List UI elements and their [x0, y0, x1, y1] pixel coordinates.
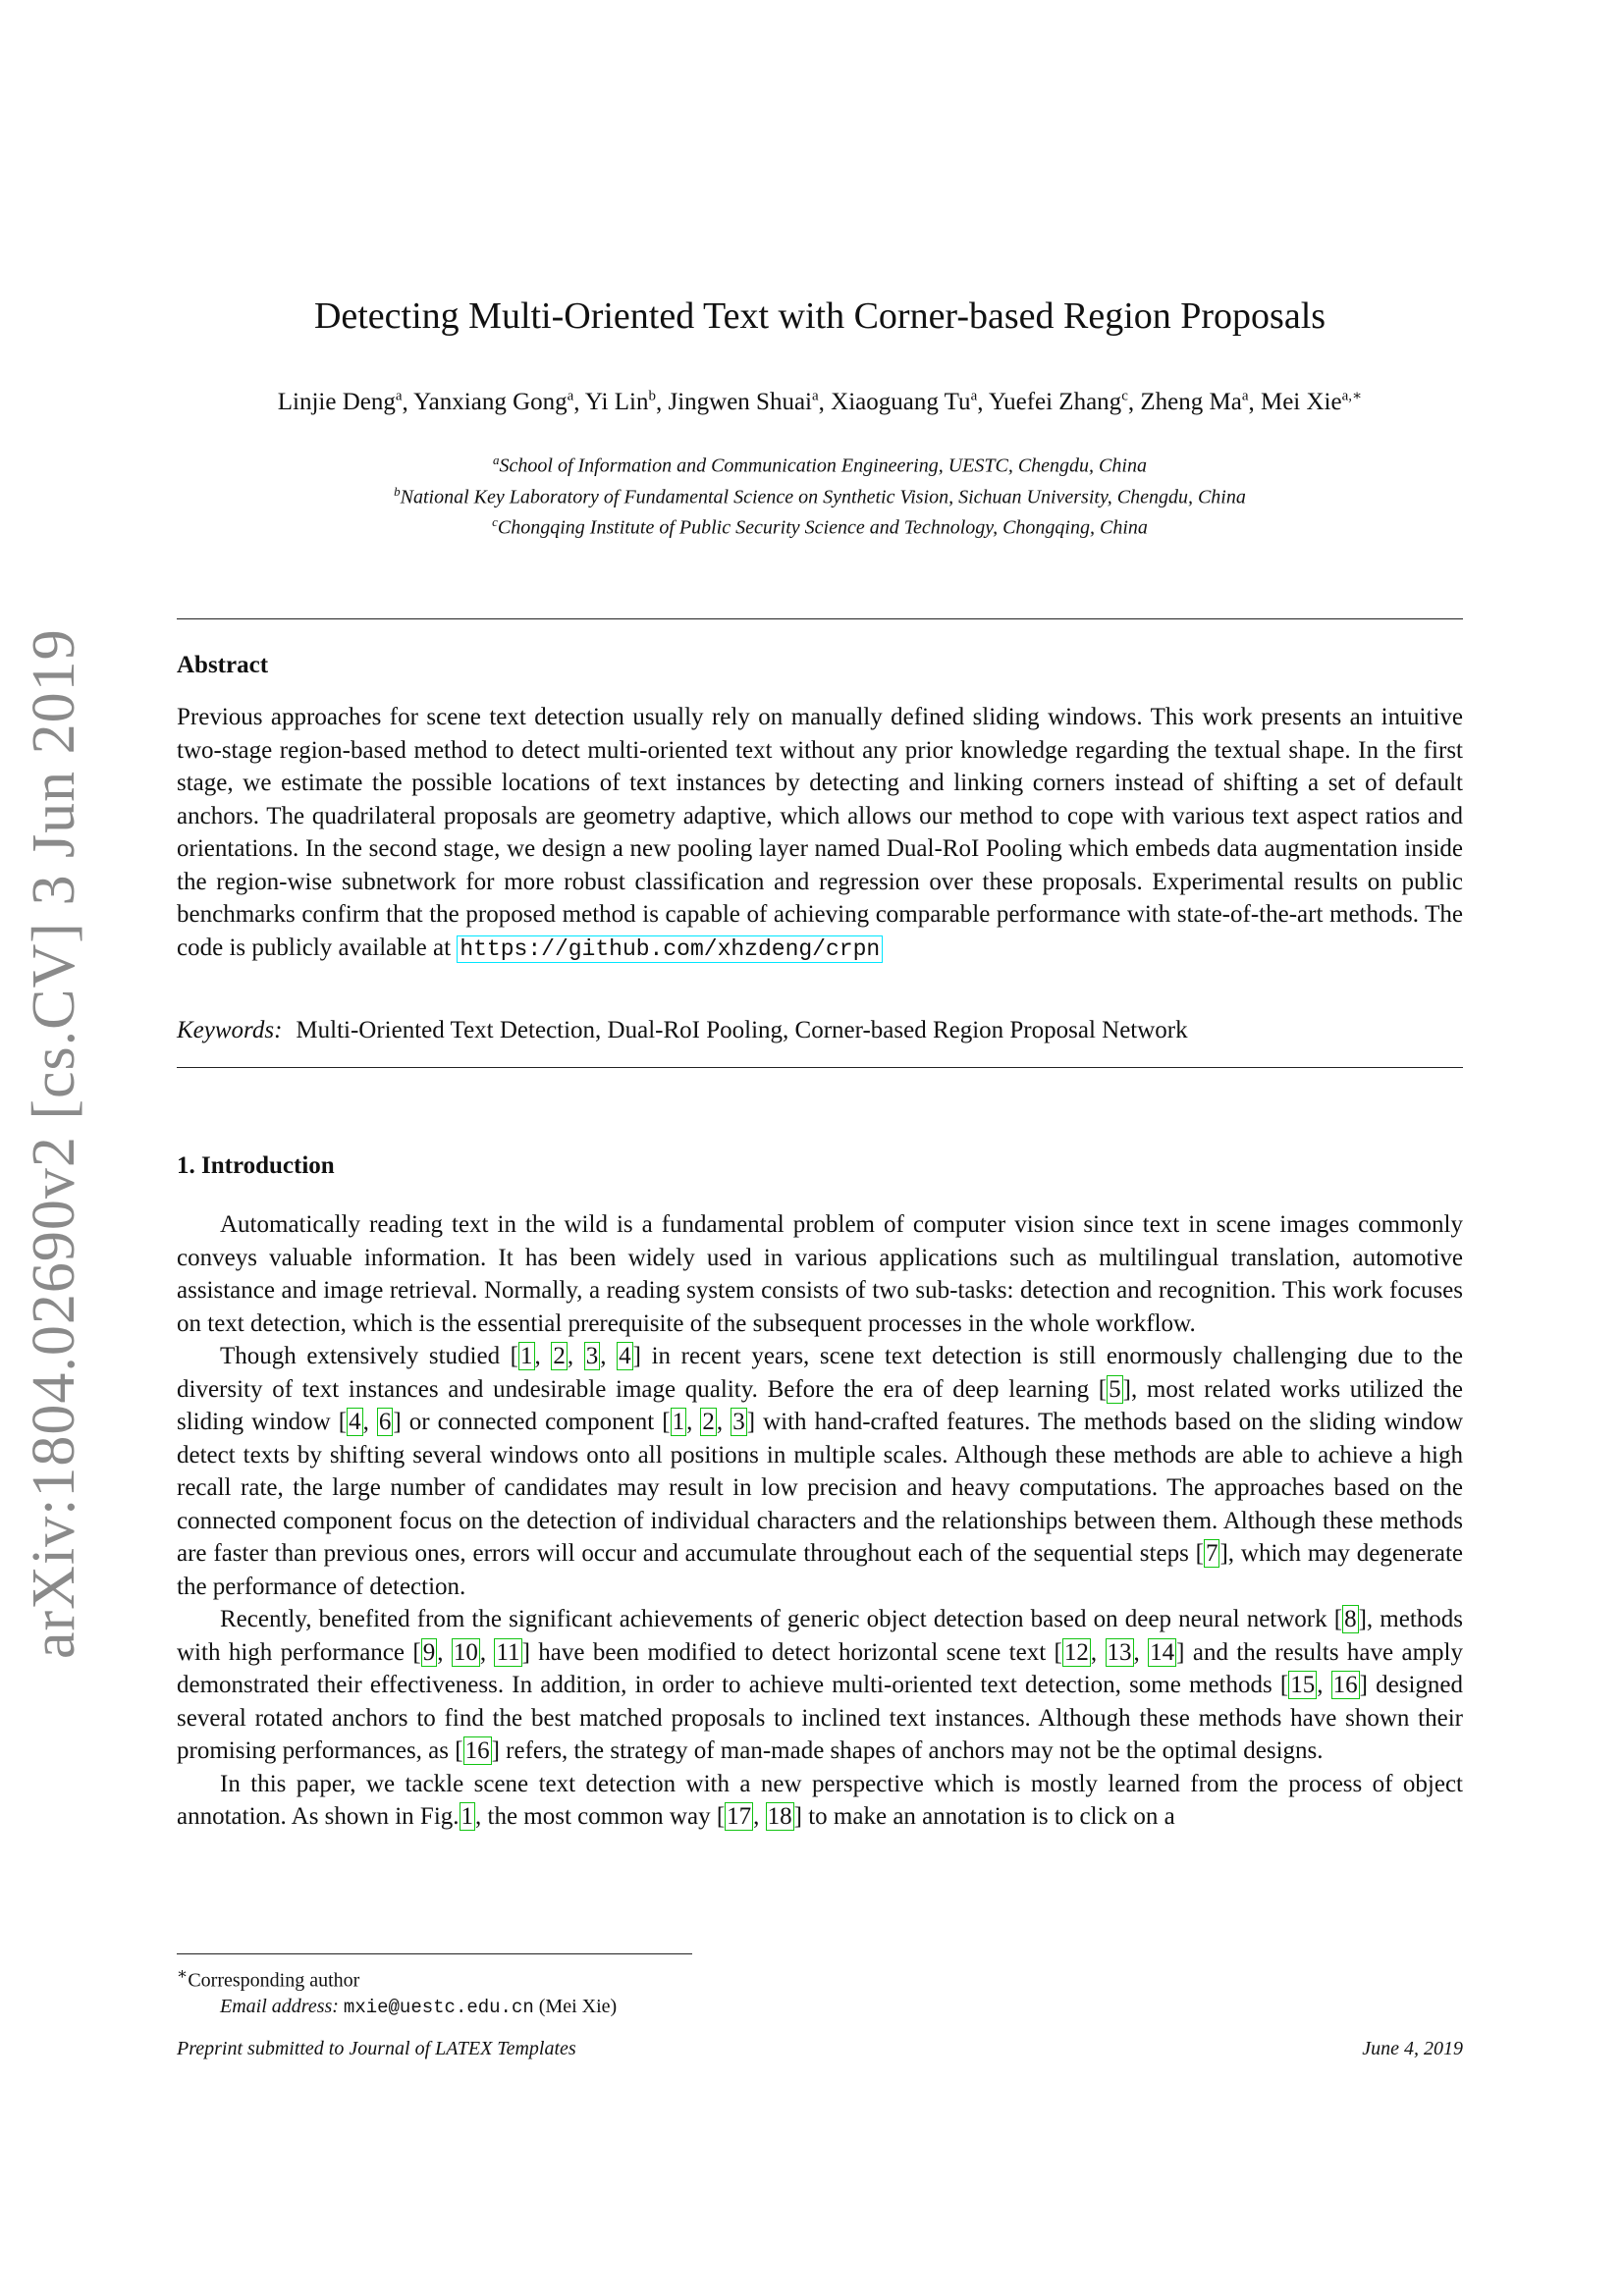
author-name: Yi Lin$^b$: [584, 389, 656, 416]
citation-link[interactable]: 12: [1063, 1638, 1089, 1666]
citation-link[interactable]: 2: [553, 1343, 566, 1369]
author-affiliation-mark: a: [1241, 389, 1249, 404]
affiliation: $^a$School of Information and Communication Engineering, UESTC, Chengdu, China: [493, 453, 1147, 477]
citation-link[interactable]: 17: [727, 1803, 752, 1830]
author-list: Linjie Deng$^a$, Yanxiang Gong$^a$, Yi Lin$^b$, Jingwen Shuai$^a$, Xiaoguang Tu$^a$, Yuefei Zhang$^c$, Zheng Ma$^a$, Mei Xie$^{a,∗}$: [277, 389, 1363, 416]
intro-paragraph: Automatically reading text in the wild is a fundamental problem of computer vision since text in scene images commonly conveys valuable information. It has been widely used in various applications such as multilingual translation, automotive assistance and image retrieval. Normally, a reading system consists of two sub-tasks: detection and recognition. This work focuses on text detection, which is the essential prerequisite of the subsequent processes in the whole workflow.: [177, 1211, 1463, 1337]
author-affiliation-mark: a: [970, 389, 978, 404]
author-affiliation-mark: a: [567, 389, 574, 404]
author-affiliation-mark: a,∗: [1341, 389, 1363, 404]
introduction-body: [177, 1208, 1463, 1834]
author-name: Yuefei Zhang$^c$: [988, 389, 1128, 416]
author-name: Xiaoguang Tu$^a$: [831, 389, 978, 416]
section-heading-introduction: 1. Introduction: [177, 1152, 335, 1179]
citation-link[interactable]: 3: [732, 1409, 745, 1435]
intro-paragraph: In this paper, we tackle scene text detection with a new perspective which is mostly learned from the process of object annotation. As shown in Fig.1, the most common way [17, 18] to make an annotation is to click on a: [177, 1770, 1463, 1830]
email-address[interactable]: mxie@uestc.edu.cn: [343, 1996, 534, 2018]
keywords: [177, 1017, 1463, 1044]
citation-link[interactable]: 9: [422, 1638, 436, 1666]
citation-link[interactable]: 5: [1109, 1375, 1121, 1403]
footnote-rule: [177, 1953, 692, 1954]
citation-link[interactable]: 13: [1107, 1638, 1132, 1666]
citation-link[interactable]: 2: [702, 1409, 715, 1435]
author-affiliation-mark: b: [648, 389, 656, 404]
citation-link[interactable]: 14: [1150, 1638, 1175, 1666]
author-affiliation-mark: c: [1121, 389, 1128, 404]
keywords-label: Keywords:: [177, 1017, 283, 1043]
author-name: Yanxiang Gong$^a$: [413, 389, 574, 416]
author-affiliation-mark: a: [812, 389, 819, 404]
citation-link[interactable]: 3: [585, 1343, 599, 1369]
citation-link[interactable]: 1: [520, 1343, 533, 1369]
citation-link[interactable]: 18: [767, 1803, 792, 1830]
footnote-corresponding: ∗Corresponding author: [177, 1964, 360, 1992]
preprint-note: Preprint submitted to Journal of LATEX Templates: [177, 2038, 576, 2059]
paper-title: Detecting Multi-Oriented Text with Corner-based Region Proposals: [313, 295, 1326, 337]
author-name: Linjie Deng$^a$: [277, 389, 403, 416]
citation-link[interactable]: 16: [464, 1737, 490, 1764]
email-owner: (Mei Xie): [538, 1995, 618, 2017]
intro-paragraph: Though extensively studied [1, 2, 3, 4] in recent years, scene text detection is still enormously challenging due to the diversity of text instances and undesirable image quality. Before the era of deep learning [5], most related works utilized the sliding window [4, 6] or connected component [1, 2, 3] with hand-crafted features. The methods based on the sliding window detect texts by shifting several windows onto all positions in multiple scales. Although these methods are able to achieve a high recall rate, the large number of candidates may result in low precision and heavy computations. The approaches based on the connected component focus on the detection of individual characters and the relationships between them. Although these methods are faster than previous ones, errors will occur and accumulate throughout each of the sequential steps [7], which may degenerate the performance of detection.: [177, 1343, 1464, 1600]
citation-link[interactable]: 7: [1205, 1540, 1218, 1567]
preprint-date: June 4, 2019: [1362, 2038, 1463, 2059]
abstract-body: [177, 701, 1463, 966]
keywords-text: Multi-Oriented Text Detection, Dual-RoI Pooling, Corner-based Region Proposal Network: [296, 1017, 1188, 1043]
citation-link[interactable]: 1: [460, 1803, 474, 1830]
affiliation: $^c$Chongqing Institute of Public Security Science and Technology, Chongqing, China: [492, 514, 1148, 539]
author-name: Zheng Ma$^a$: [1140, 389, 1249, 416]
citation-link[interactable]: 4: [349, 1409, 361, 1435]
affiliation-list: [177, 448, 1463, 541]
top-rule: [177, 618, 1463, 619]
intro-paragraph: Recently, benefited from the significant achievements of generic object detection based on deep neural network [8], methods with high performance [9, 10, 11] have been modified to detect horizontal scene text [12, 13, 14] and the results have amply demonstrated their effectiveness. In addition, in order to achieve multi-oriented text detection, some methods [15, 16] designed several rotated anchors to find the best matched proposals to inclined text instances. Although these methods have shown their promising performances, as [16] refers, the strategy of man-made shapes of anchors may not be the optimal designs.: [177, 1606, 1464, 1764]
footnote-email: [177, 1994, 1159, 2020]
code-url-link[interactable]: https://github.com/xhzdeng/crpn: [457, 935, 883, 963]
author-name: Jingwen Shuai$^a$: [668, 389, 819, 416]
abstract-heading: Abstract: [177, 652, 269, 678]
citation-link[interactable]: 16: [1332, 1672, 1358, 1698]
citation-link[interactable]: 1: [672, 1409, 685, 1435]
citation-link[interactable]: 10: [453, 1638, 478, 1666]
arxiv-identifier: arXiv:1804.02690v2 [cs.CV] 3 Jun 2019: [21, 628, 87, 1659]
citation-link[interactable]: 6: [378, 1409, 392, 1435]
footnote: [177, 1961, 1159, 2020]
abstract-text: Previous approaches for scene text detection usually rely on manually defined sliding windows. This work presents an intuitive two-stage region-based method to detect multi-oriented text without any prior knowledge regarding the textual shape. In the first stage, we estimate the possible locations of text instances by detecting and linking corners instead of shifting a set of default anchors. The quadrilateral proposals are geometry adaptive, which allows our method to cope with various text aspect ratios and orientations. In the second stage, we design a new pooling layer named Dual-RoI Pooling which embeds data augmentation inside the region-wise subnetwork for more robust classification and regression over these proposals. Experimental results on public benchmarks confirm that the proposed method is capable of achieving comparable performance with state-of-the-art methods. The code is publicly available at: [177, 704, 1463, 961]
email-label: Email address:: [220, 1995, 339, 2017]
author-name: Mei Xie$^{a,∗}$: [1260, 389, 1363, 416]
citation-link[interactable]: 11: [496, 1638, 520, 1666]
affiliation: $^b$National Key Laboratory of Fundamental Science on Synthetic Vision, Sichuan University, Chengdu, China: [394, 483, 1246, 508]
bottom-rule: [177, 1067, 1463, 1068]
citation-link[interactable]: 4: [619, 1343, 631, 1369]
author-affiliation-mark: a: [395, 389, 403, 404]
citation-link[interactable]: 8: [1344, 1606, 1357, 1632]
citation-link[interactable]: 15: [1290, 1672, 1316, 1698]
